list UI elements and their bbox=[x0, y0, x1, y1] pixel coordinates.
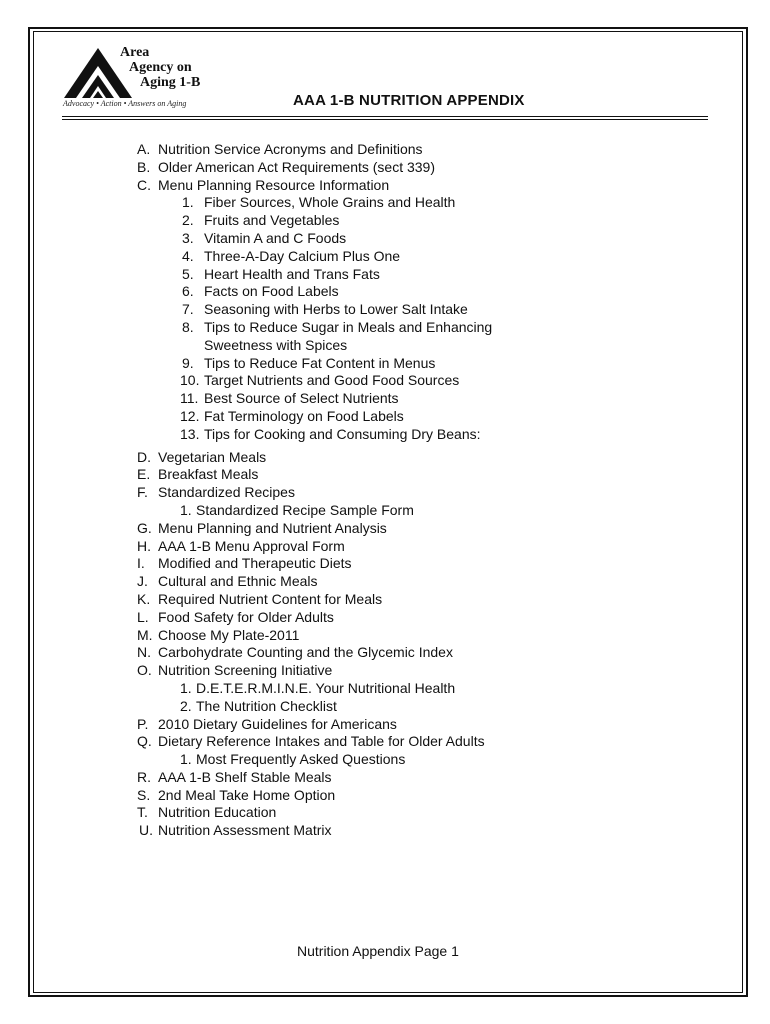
list-item-label: L. bbox=[137, 608, 149, 625]
list-item bbox=[0, 662, 770, 680]
list-item-label: B. bbox=[137, 158, 151, 175]
logo-tagline: Advocacy • Action • Answers on Aging bbox=[63, 99, 187, 108]
list-item-label: P. bbox=[137, 715, 149, 732]
list-item-label: M. bbox=[137, 626, 153, 643]
list-item-text: Most Frequently Asked Questions bbox=[196, 751, 406, 768]
list-item bbox=[0, 769, 770, 787]
list-item-label: 4. bbox=[182, 247, 194, 264]
list-item bbox=[0, 787, 770, 805]
list-item bbox=[0, 733, 770, 751]
list-item bbox=[0, 698, 770, 716]
list-item-text: Sweetness with Spices bbox=[204, 336, 348, 353]
list-item-label: G. bbox=[137, 519, 152, 536]
list-item-text: Food Safety for Older Adults bbox=[158, 608, 334, 625]
page-title: AAA 1-B NUTRITION APPENDIX bbox=[293, 92, 525, 109]
list-item-label: F. bbox=[137, 484, 148, 501]
list-item bbox=[0, 355, 770, 373]
list-item bbox=[0, 337, 770, 355]
list-item-text: 2nd Meal Take Home Option bbox=[158, 786, 336, 803]
list-item bbox=[0, 466, 770, 484]
logo-line-1: Area bbox=[120, 45, 150, 60]
list-item-text: Breakfast Meals bbox=[158, 466, 259, 483]
table-of-contents bbox=[0, 141, 770, 840]
list-item bbox=[0, 449, 770, 467]
list-item bbox=[0, 194, 770, 212]
list-item bbox=[0, 266, 770, 284]
list-item-label: O. bbox=[137, 662, 152, 679]
list-item-label: R. bbox=[137, 768, 151, 785]
list-item-label: I. bbox=[137, 555, 145, 572]
list-item-text: Standardized Recipe Sample Form bbox=[196, 501, 414, 518]
list-item-text: Tips to Reduce Sugar in Meals and Enhancing bbox=[204, 318, 493, 335]
list-item-label: K. bbox=[137, 590, 151, 607]
list-item-text: Facts on Food Labels bbox=[204, 283, 339, 300]
list-item bbox=[0, 502, 770, 520]
list-item-label: 5. bbox=[182, 265, 194, 282]
list-item bbox=[0, 248, 770, 266]
list-item bbox=[0, 822, 770, 840]
list-item bbox=[0, 408, 770, 426]
list-item-text: AAA 1-B Menu Approval Form bbox=[158, 537, 345, 554]
list-item-text: Required Nutrient Content for Meals bbox=[158, 590, 383, 607]
list-item-text: Nutrition Screening Initiative bbox=[158, 662, 333, 679]
list-item-text: Best Source of Select Nutrients bbox=[204, 390, 399, 407]
list-item-label: 1. bbox=[180, 751, 192, 768]
list-item bbox=[0, 319, 770, 337]
list-item bbox=[0, 283, 770, 301]
list-item bbox=[0, 426, 770, 444]
list-item-label: 1. bbox=[180, 501, 192, 518]
list-item bbox=[0, 390, 770, 408]
list-item-text: D.E.T.E.R.M.I.N.E. Your Nutritional Health bbox=[196, 679, 456, 696]
list-item-text: Dietary Reference Intakes and Table for Older Adults bbox=[158, 733, 485, 750]
list-item-text: Seasoning with Herbs to Lower Salt Intake bbox=[204, 301, 468, 318]
list-item-text: Vitamin A and C Foods bbox=[204, 229, 347, 246]
list-item-text: Nutrition Education bbox=[158, 804, 277, 821]
list-item-text: Nutrition Assessment Matrix bbox=[158, 822, 332, 839]
list-item bbox=[0, 230, 770, 248]
list-item bbox=[0, 141, 770, 159]
page-footer: Nutrition Appendix Page 1 bbox=[297, 943, 459, 959]
list-item-label: J. bbox=[137, 573, 148, 590]
list-item-text: Menu Planning Resource Information bbox=[158, 176, 390, 193]
list-item-text: Target Nutrients and Good Food Sources bbox=[204, 372, 460, 389]
list-item-text: Tips for Cooking and Consuming Dry Beans: bbox=[204, 425, 481, 442]
list-item-text: Cultural and Ethnic Meals bbox=[158, 573, 318, 590]
logo-line-3: Aging 1-B bbox=[140, 75, 201, 90]
list-item bbox=[0, 627, 770, 645]
list-item-label: 11. bbox=[180, 390, 199, 407]
list-item-label: C. bbox=[137, 176, 151, 193]
list-item-text: Three-A-Day Calcium Plus One bbox=[204, 247, 401, 264]
list-item-label: 6. bbox=[182, 283, 194, 300]
list-item-text: Tips to Reduce Fat Content in Menus bbox=[204, 354, 436, 371]
list-item bbox=[0, 212, 770, 230]
list-item-label: N. bbox=[137, 644, 151, 661]
list-item-text: Fiber Sources, Whole Grains and Health bbox=[204, 194, 456, 211]
list-item-text: 2010 Dietary Guidelines for Americans bbox=[158, 715, 397, 732]
list-item-text: Older American Act Requirements (sect 339) bbox=[158, 158, 436, 175]
list-item-text: Standardized Recipes bbox=[158, 484, 295, 501]
list-item-label: 7. bbox=[182, 301, 194, 318]
list-item-label: A. bbox=[137, 141, 151, 157]
header-double-rule bbox=[62, 116, 708, 120]
list-item bbox=[0, 177, 770, 195]
list-item bbox=[0, 520, 770, 538]
list-item-label: 13. bbox=[180, 425, 200, 442]
list-item-label: 1. bbox=[182, 194, 194, 211]
list-item bbox=[0, 609, 770, 627]
list-item-text: Carbohydrate Counting and the Glycemic Index bbox=[158, 644, 453, 661]
list-item-text: Menu Planning and Nutrient Analysis bbox=[158, 519, 387, 536]
list-item bbox=[0, 301, 770, 319]
list-item bbox=[0, 484, 770, 502]
list-item-label: U. bbox=[139, 822, 153, 839]
logo-line-2: Agency on bbox=[129, 60, 192, 75]
list-item bbox=[0, 804, 770, 822]
list-item bbox=[0, 591, 770, 609]
list-item-text: Modified and Therapeutic Diets bbox=[158, 555, 352, 572]
list-item bbox=[0, 716, 770, 734]
list-item-label: 1. bbox=[180, 679, 192, 696]
list-item-text: Choose My Plate-2011 bbox=[158, 626, 300, 643]
list-item bbox=[0, 573, 770, 591]
list-item-label: 12. bbox=[180, 407, 200, 424]
list-item bbox=[0, 538, 770, 556]
list-item-label: Q. bbox=[137, 733, 152, 750]
list-item-label: 8. bbox=[182, 318, 194, 335]
agency-logo bbox=[62, 44, 237, 112]
list-item-text: Heart Health and Trans Fats bbox=[204, 265, 380, 282]
list-item-label: S. bbox=[137, 786, 151, 803]
list-item bbox=[0, 751, 770, 769]
list-item bbox=[0, 555, 770, 573]
list-item-text: AAA 1-B Shelf Stable Meals bbox=[158, 768, 332, 785]
list-item-label: H. bbox=[137, 537, 151, 554]
list-item-label: T. bbox=[137, 804, 148, 821]
list-item-label: 9. bbox=[182, 354, 194, 371]
list-item bbox=[0, 644, 770, 662]
list-item bbox=[0, 680, 770, 698]
list-item-label: 2. bbox=[180, 697, 192, 714]
list-item bbox=[0, 372, 770, 390]
list-item-label: E. bbox=[137, 466, 151, 483]
list-item-text: Fruits and Vegetables bbox=[204, 212, 340, 229]
list-item-label: 2. bbox=[182, 212, 194, 229]
list-item-label: 10. bbox=[180, 372, 200, 389]
list-item-label: D. bbox=[137, 448, 151, 465]
list-item-label: 3. bbox=[182, 229, 194, 246]
list-item-text: Vegetarian Meals bbox=[158, 448, 267, 465]
list-item-text: Nutrition Service Acronyms and Definitions bbox=[158, 141, 423, 157]
list-item-text: The Nutrition Checklist bbox=[196, 697, 337, 714]
list-item bbox=[0, 159, 770, 177]
list-item-text: Fat Terminology on Food Labels bbox=[204, 407, 404, 424]
